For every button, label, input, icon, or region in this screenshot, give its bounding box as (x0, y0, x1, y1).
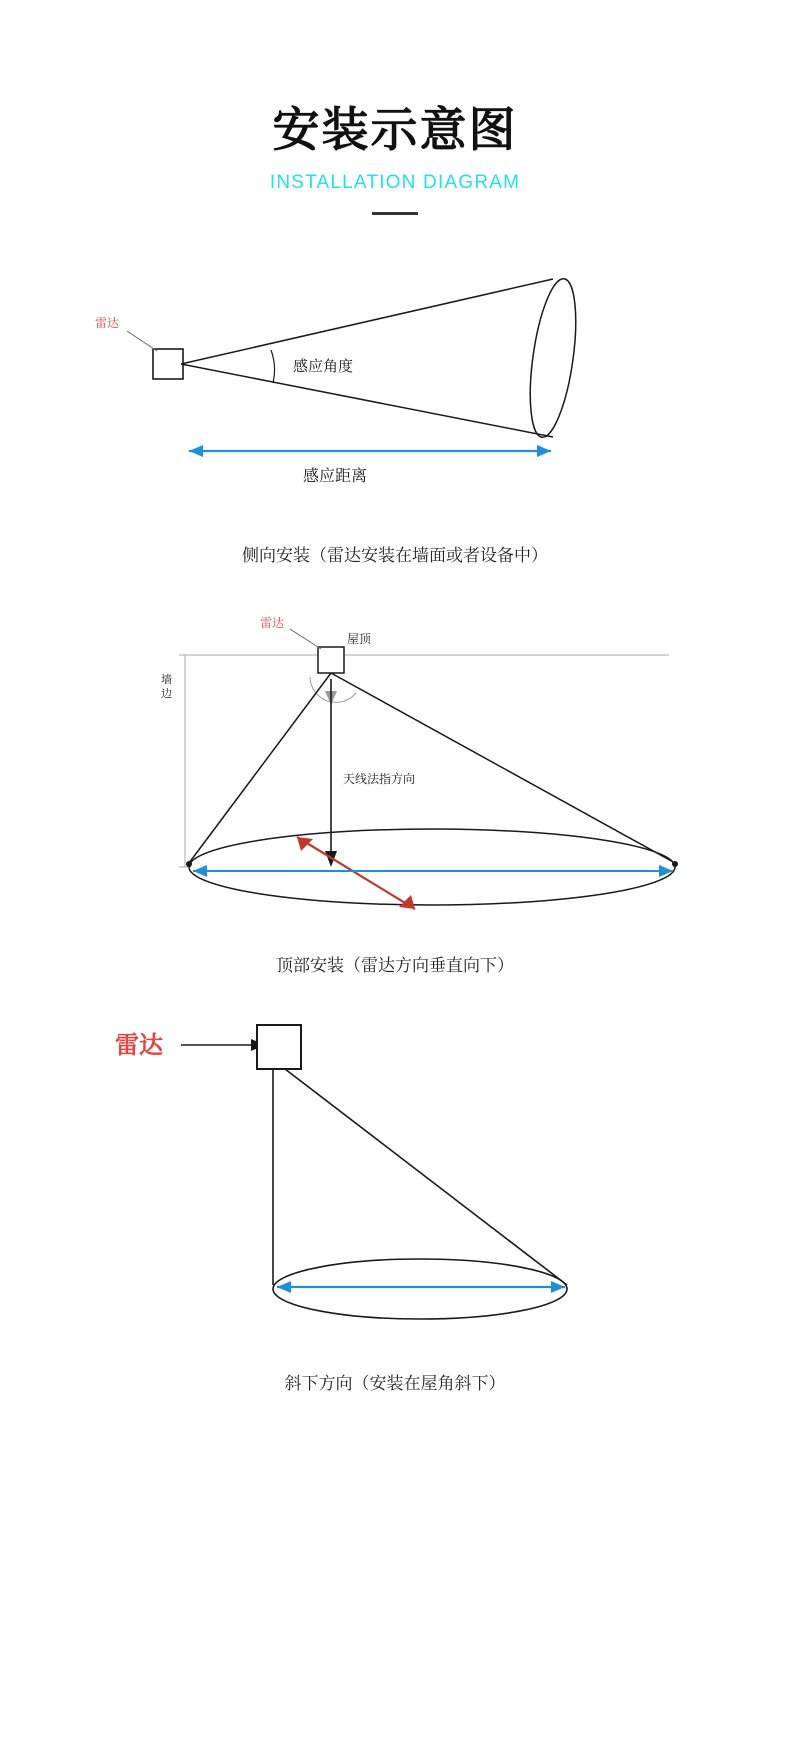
coverage-left-vertex (186, 861, 192, 867)
radar-label: 雷达 (95, 315, 120, 330)
radar-box (257, 1025, 301, 1069)
cone-right-edge (331, 673, 675, 863)
coverage-right-vertex (672, 861, 678, 867)
figure-top-mount-caption: 顶部安装（雷达方向垂直向下） (276, 956, 514, 976)
cone-upper-edge (181, 279, 553, 364)
page-title: 安装示意图 (272, 103, 518, 156)
top-mount-drawing (85, 605, 705, 935)
wall-label-char2: 边 (161, 688, 172, 701)
radar-leader-line (127, 331, 157, 351)
side-mount-drawing (85, 261, 705, 521)
radar-box (153, 349, 183, 379)
coverage-width-arrow (277, 1281, 565, 1293)
sensing-distance-label: 感应距离 (303, 467, 368, 485)
cone-end-ellipse (522, 276, 584, 440)
coverage-ellipse (273, 1259, 567, 1319)
antenna-normal-label: 天线法指方向 (343, 772, 416, 787)
figure-tilt-down-caption: 斜下方向（安装在屋角斜下） (284, 1374, 506, 1394)
page-header (0, 0, 790, 215)
radar-leader-line (290, 629, 321, 649)
sensing-angle-label: 感应角度 (293, 357, 354, 375)
cone-lower-edge (181, 364, 553, 437)
radar-label: 雷达 (115, 1032, 163, 1060)
coverage-diameter-arrow (297, 837, 415, 909)
tilt-down-drawing (85, 1009, 705, 1349)
coverage-ellipse (189, 829, 675, 905)
radar-label: 雷达 (260, 616, 285, 631)
wall-label-char1: 墙 (161, 674, 172, 687)
coverage-width-arrow (193, 865, 673, 877)
radar-box (318, 647, 344, 673)
angle-arc (271, 350, 275, 383)
title-divider (372, 212, 418, 215)
antenna-normal-arrow (325, 679, 337, 867)
figure-side-mount-caption: 侧向安装（雷达安装在墙面或者设备中） (242, 545, 548, 565)
cone-right-edge (285, 1069, 567, 1285)
sensing-distance-arrow (189, 445, 551, 457)
page-subtitle: INSTALLATION DIAGRAM (269, 171, 521, 193)
roof-label: 屋顶 (347, 632, 372, 647)
figure-top-mount (0, 605, 790, 979)
figure-side-mount (0, 261, 790, 569)
figure-tilt-down (0, 1009, 790, 1397)
radar-pointer-arrow (181, 1039, 265, 1051)
